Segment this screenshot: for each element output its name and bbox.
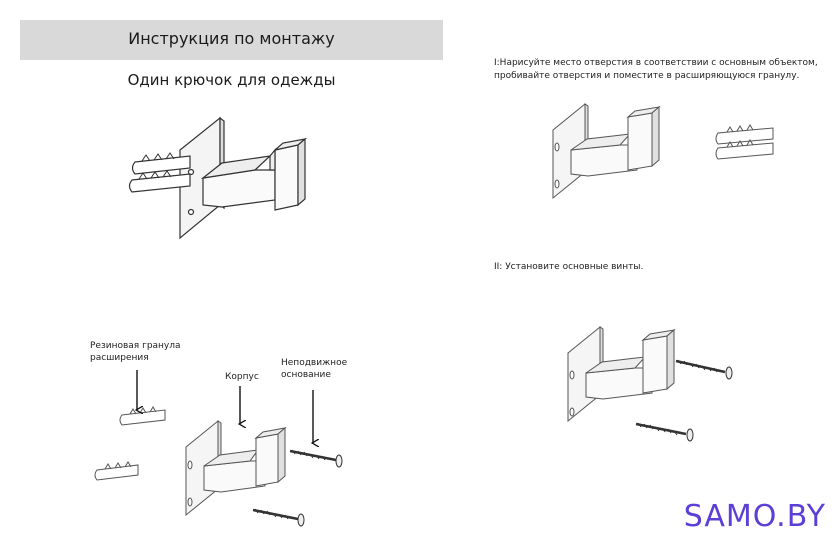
step-1-drawing xyxy=(553,104,773,198)
samo-logo: SAMO.BY xyxy=(683,499,826,534)
label-base-line-2: основание xyxy=(281,370,331,380)
label-base-line-1: Неподвижное xyxy=(281,358,348,368)
step-1-line-1: I:Нарисуйте место отверстия в соответствии с основным объектом, xyxy=(494,58,818,68)
page-subtitle: Один крючок для одежды xyxy=(127,71,336,89)
page-title: Инструкция по монтажу xyxy=(128,29,335,48)
parts-drawing xyxy=(95,407,342,526)
step-1-line-2: пробивайте отверстия и поместите в расширяющуюся гранулу. xyxy=(494,71,800,81)
step-2-text: II: Установите основные винты. xyxy=(494,262,644,272)
hook-main-drawing xyxy=(130,118,306,238)
label-body: Корпус xyxy=(225,372,259,382)
step-2-drawing xyxy=(568,327,732,441)
label-anchor-line-2: расширения xyxy=(90,353,149,363)
label-anchor-line-1: Резиновая гранула xyxy=(90,341,181,351)
